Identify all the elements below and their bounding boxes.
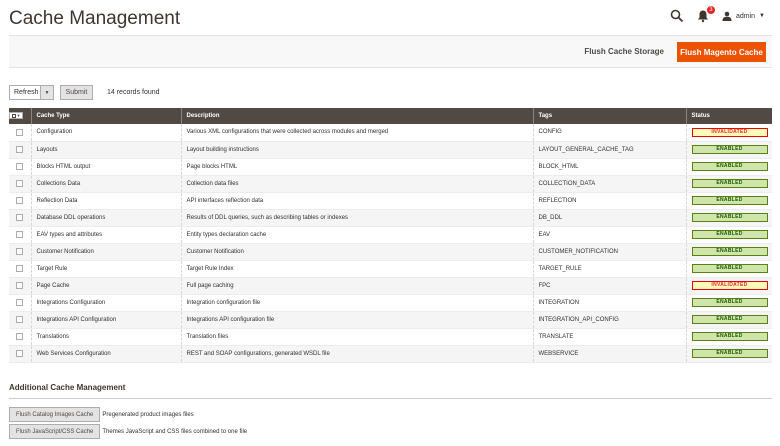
row-select-cell	[9, 328, 31, 345]
cell-status	[686, 226, 772, 243]
status-badge: ENABLED	[692, 162, 768, 171]
cell-cache-type: Reflection Data	[31, 192, 181, 209]
cell-status	[686, 260, 772, 277]
flush-magento-cache-button[interactable]: Flush Magento Cache	[677, 42, 766, 62]
row-select-cell	[9, 175, 31, 192]
cell-tags: COLLECTION_DATA	[533, 175, 686, 192]
page-header	[9, 0, 771, 34]
cell-cache-type: Translations	[31, 328, 181, 345]
column-header-cache-type[interactable]: Cache Type	[31, 108, 181, 124]
row-checkbox[interactable]	[16, 282, 23, 289]
column-header-status[interactable]: Status	[686, 108, 772, 124]
cell-cache-type: Layouts	[31, 141, 181, 158]
mass-action-select[interactable]	[9, 85, 54, 100]
page-title: Cache Management	[9, 8, 181, 29]
mass-select-header[interactable]	[9, 108, 31, 124]
additional-item-catalog-images	[9, 407, 194, 422]
table-row	[9, 226, 772, 243]
mass-action-selected-value: Refresh	[14, 89, 39, 96]
cell-cache-type: Blocks HTML output	[31, 158, 181, 175]
cell-description: Full page caching	[181, 277, 533, 294]
cell-tags: INTEGRATION_API_CONFIG	[533, 311, 686, 328]
cell-cache-type: Integrations Configuration	[31, 294, 181, 311]
catalog-images-description: Pregenerated product images files	[102, 411, 194, 418]
cell-status	[686, 243, 772, 260]
cell-status	[686, 209, 772, 226]
row-checkbox[interactable]	[16, 231, 23, 238]
section-divider	[9, 398, 772, 399]
table-row	[9, 192, 772, 209]
status-badge: ENABLED	[692, 264, 768, 273]
chevron-down-icon: ▼	[759, 13, 765, 19]
cell-cache-type: Web Services Configuration	[31, 345, 181, 362]
cell-status	[686, 294, 772, 311]
row-select-cell	[9, 243, 31, 260]
status-badge: ENABLED	[692, 145, 768, 154]
cell-description: Entity types declaration cache	[181, 226, 533, 243]
row-select-cell	[9, 158, 31, 175]
row-checkbox[interactable]	[16, 265, 23, 272]
table-body	[9, 124, 772, 362]
cell-tags: CONFIG	[533, 124, 686, 141]
cell-description: Results of DDL queries, such as describing tables or indexes	[181, 209, 533, 226]
cell-tags: LAYOUT_GENERAL_CACHE_TAG	[533, 141, 686, 158]
cell-description: Target Rule Index	[181, 260, 533, 277]
admin-user-menu[interactable]	[722, 11, 771, 21]
table-row	[9, 141, 772, 158]
row-select-cell	[9, 260, 31, 277]
cache-grid	[9, 108, 772, 363]
cell-description: Layout building instructions	[181, 141, 533, 158]
cell-cache-type: Target Rule	[31, 260, 181, 277]
cell-description: Integration configuration file	[181, 294, 533, 311]
table-row	[9, 277, 772, 294]
row-select-cell	[9, 226, 31, 243]
row-select-cell	[9, 192, 31, 209]
row-checkbox[interactable]	[16, 316, 23, 323]
cell-cache-type: Integrations API Configuration	[31, 311, 181, 328]
cell-tags: REFLECTION	[533, 192, 686, 209]
row-select-cell	[9, 294, 31, 311]
row-checkbox[interactable]	[16, 214, 23, 221]
status-badge: ENABLED	[692, 179, 768, 188]
row-select-cell	[9, 141, 31, 158]
notifications-button[interactable]	[696, 7, 713, 23]
status-badge: INVALIDATED	[692, 281, 768, 290]
status-badge: INVALIDATED	[692, 128, 768, 137]
row-checkbox[interactable]	[16, 333, 23, 340]
row-select-cell	[9, 311, 31, 328]
flush-js-css-button[interactable]: Flush JavaScript/CSS Cache	[9, 424, 100, 439]
cell-description: Translation files	[181, 328, 533, 345]
table-row	[9, 124, 772, 141]
row-checkbox[interactable]	[16, 129, 23, 136]
status-badge: ENABLED	[692, 213, 768, 222]
row-checkbox[interactable]	[16, 180, 23, 187]
cell-status	[686, 277, 772, 294]
cell-tags: EAV	[533, 226, 686, 243]
status-badge: ENABLED	[692, 247, 768, 256]
user-icon	[722, 11, 732, 21]
cell-tags: TARGET_RULE	[533, 260, 686, 277]
cell-cache-type: Database DDL operations	[31, 209, 181, 226]
cell-description: Page blocks HTML	[181, 158, 533, 175]
js-css-description: Themes JavaScript and CSS files combined to one file	[102, 428, 248, 435]
cell-tags: TRANSLATE	[533, 328, 686, 345]
cell-tags: CUSTOMER_NOTIFICATION	[533, 243, 686, 260]
mass-select-checkbox[interactable]: ▼	[9, 112, 23, 119]
status-badge: ENABLED	[692, 349, 768, 358]
row-checkbox[interactable]	[16, 163, 23, 170]
status-badge: ENABLED	[692, 298, 768, 307]
mass-action-row	[9, 85, 160, 100]
chevron-down-icon: ▼	[40, 86, 53, 99]
cell-description: Various XML configurations that were collected across modules and merged	[181, 124, 533, 141]
cell-tags: FPC	[533, 277, 686, 294]
cell-description: Collection data files	[181, 175, 533, 192]
cell-cache-type: Collections Data	[31, 175, 181, 192]
cell-description: REST and SOAP configurations, generated WSDL file	[181, 345, 533, 362]
status-badge: ENABLED	[692, 315, 768, 324]
cell-tags: BLOCK_HTML	[533, 158, 686, 175]
row-checkbox[interactable]	[16, 299, 23, 306]
records-count: 14 records found	[107, 89, 160, 96]
flush-cache-storage-button[interactable]: Flush Cache Storage	[584, 47, 664, 56]
cell-cache-type: Configuration	[31, 124, 181, 141]
table-row	[9, 294, 772, 311]
table-row	[9, 345, 772, 362]
cell-status	[686, 345, 772, 362]
cell-status	[686, 311, 772, 328]
table-row	[9, 311, 772, 328]
column-header-description[interactable]: Description	[181, 108, 533, 124]
table-header-row	[9, 108, 772, 124]
admin-username: admin	[735, 12, 756, 20]
submit-button[interactable]: Submit	[60, 85, 93, 100]
cell-cache-type: EAV types and attributes	[31, 226, 181, 243]
status-badge: ENABLED	[692, 332, 768, 341]
cell-cache-type: Page Cache	[31, 277, 181, 294]
row-checkbox[interactable]	[16, 248, 23, 255]
additional-cache-title: Additional Cache Management	[9, 383, 126, 392]
row-select-cell	[9, 277, 31, 294]
flush-catalog-images-button[interactable]: Flush Catalog Images Cache	[9, 407, 100, 422]
cell-tags: INTEGRATION	[533, 294, 686, 311]
cell-description: Customer Notification	[181, 243, 533, 260]
status-badge: ENABLED	[692, 230, 768, 239]
cell-status	[686, 328, 772, 345]
row-select-cell	[9, 124, 31, 141]
cell-status	[686, 175, 772, 192]
cell-status	[686, 158, 772, 175]
status-badge: ENABLED	[692, 196, 768, 205]
search-icon[interactable]	[670, 9, 684, 23]
cell-description: API interfaces reflection data	[181, 192, 533, 209]
cell-tags: DB_DDL	[533, 209, 686, 226]
row-checkbox[interactable]	[16, 146, 23, 153]
header-actions	[670, 9, 771, 23]
table-row	[9, 175, 772, 192]
table-row	[9, 158, 772, 175]
cell-status	[686, 192, 772, 209]
row-checkbox[interactable]	[16, 350, 23, 357]
cell-status	[686, 124, 772, 141]
column-header-tags[interactable]: Tags	[533, 108, 686, 124]
cell-status	[686, 141, 772, 158]
cell-description: Integrations API configuration file	[181, 311, 533, 328]
table-row	[9, 328, 772, 345]
row-select-cell	[9, 345, 31, 362]
additional-item-js-css	[9, 424, 247, 439]
row-select-cell	[9, 209, 31, 226]
row-checkbox[interactable]	[16, 197, 23, 204]
page-actions-bar	[9, 35, 772, 68]
notification-count-badge: 3	[707, 6, 715, 14]
cell-cache-type: Customer Notification	[31, 243, 181, 260]
table-row	[9, 243, 772, 260]
table-row	[9, 209, 772, 226]
cell-tags: WEBSERVICE	[533, 345, 686, 362]
table-row	[9, 260, 772, 277]
